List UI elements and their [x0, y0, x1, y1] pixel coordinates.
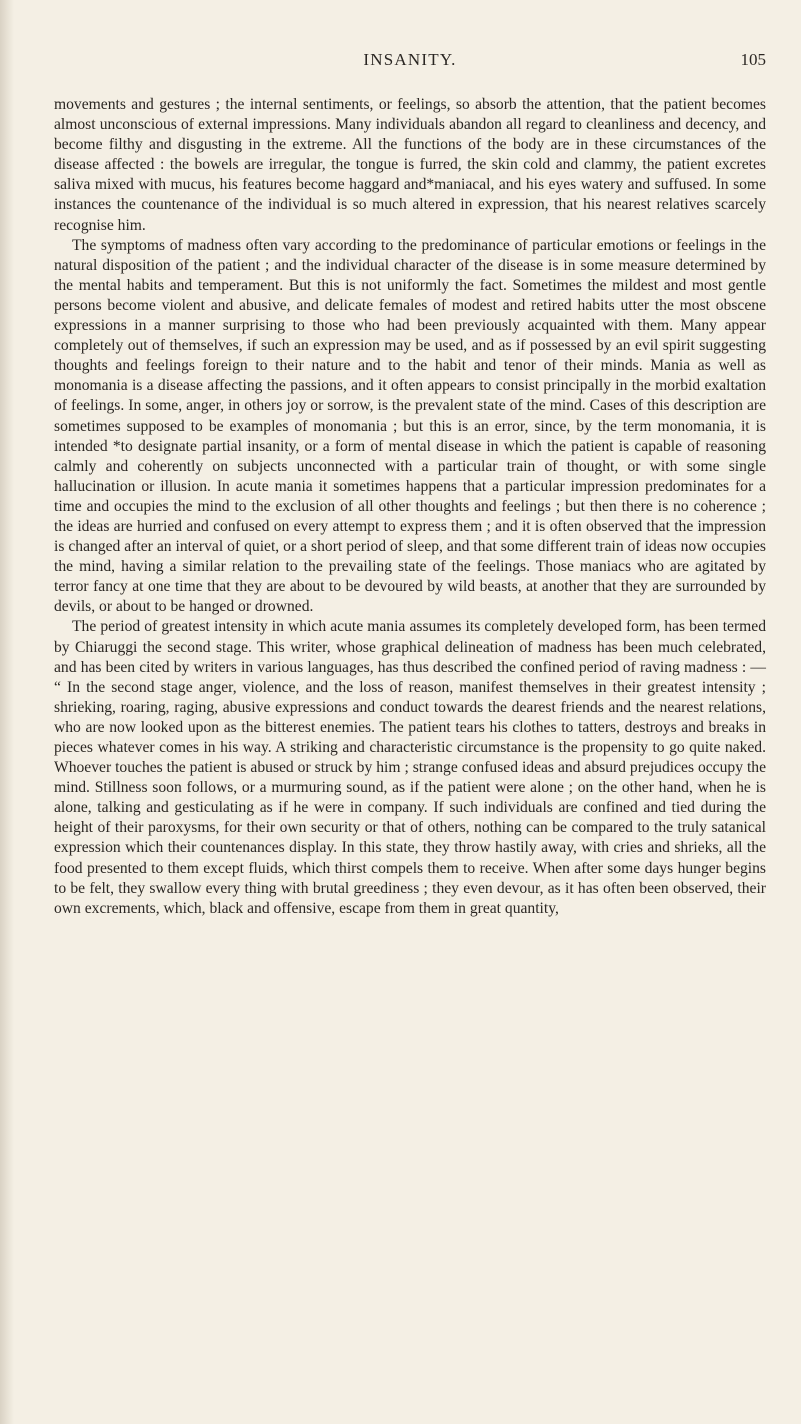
running-title: INSANITY.	[363, 50, 457, 69]
body-text	[54, 95, 766, 919]
page-header	[54, 50, 766, 80]
page-gutter-shadow	[0, 0, 14, 1424]
paragraph: movements and gestures ; the internal sentiments, or feelings, so absorb the attention, that the patient becomes almost unconscious of external impressions. Many individuals abandon all regard to cleanliness and decency, and become filthy and disgusting in the extreme. All the functions of the body are in these circumstances of the disease affected : the bowels are irregular, the tongue is furred, the skin cold and clammy, the patient excretes saliva mixed with mucus, his features become haggard and*maniacal, and his eyes watery and suffused. In some instances the countenance of the individual is so much altered in expression, that his nearest relatives scarcely recognise him.	[54, 96, 766, 234]
paragraph: The period of greatest intensity in which acute mania assumes its completely developed form, has been termed by Chiaruggi the second stage. This writer, whose graphical delineation of madness has been much celebrated, and has been cited by writers in various languages, has thus described the confined period of raving madness : — “ In the second stage anger, violence, and the loss of reason, manifest themselves in their greatest intensity ; shrieking, roaring, raging, abusive expressions and conduct towards the dearest friends and the nearest relations, who are now looked upon as the bitterest enemies. The patient tears his clothes to tatters, destroys and breaks in pieces whatever comes in his way. A striking and characteristic circumstance is the propensity to go quite naked. Whoever touches the patient is abused or struck by him ; strange confused ideas and absurd prejudices occupy the mind. Stillness soon follows, or a murmuring sound, as if the patient were alone ; on the other hand, when he is alone, talking and gesticulating as if he were in company. If such individuals are confined and tied during the height of their paroxysms, for their own security or that of others, nothing can be compared to the truly satanical expression which their countenances display. In this state, they throw hastily away, with cries and shrieks, all the food presented to them except fluids, which thirst compels them to receive. When after some days hunger begins to be felt, they swallow every thing with brutal greediness ; they even devour, as it has often been observed, their own excrements, which, black and offensive, escape from them in great quantity,	[54, 618, 766, 917]
paragraph: The symptoms of madness often vary according to the predominance of particular emotions or feelings in the natural disposition of the patient ; and the individual character of the disease is in some measure determined by the mental habits and temperament. But this is not uniformly the fact. Sometimes the mildest and most gentle persons become violent and abusive, and delicate females of modest and retired habits utter the most obscene expressions in a manner surprising to those who had been previously acquainted with them. Many appear completely out of themselves, if such an expression may be used, and as if possessed by an evil spirit suggesting thoughts and feelings foreign to their nature and to the habit and tenor of their minds. Mania as well as monomania is a disease affecting the passions, and it often appears to consist principally in the morbid exaltation of feelings. In some, anger, in others joy or sorrow, is the prevalent state of the mind. Cases of this description are sometimes supposed to be examples of monomania ; but this is an error, since, by the term monomania, it is intended *to designate partial insanity, or a form of mental disease in which the patient is capable of reasoning calmly and coherently on subjects unconnected with a particular train of thought, or with some single hallucination or illusion. In acute mania it sometimes happens that a particular impression predominates for a time and occupies the mind to the exclusion of all other thoughts and feelings ; but then there is no coherence ; the ideas are hurried and confused on every attempt to express them ; and it is often observed that the impression is changed after an interval of quiet, or a short period of sleep, and that some different train of ideas now occupies the mind, having a similar relation to the prevailing state of the feelings. Those maniacs who are agitated by terror fancy at one time that they are about to be devoured by wild beasts, at another that they are surrounded by devils, or about to be hanged or drowned.	[54, 236, 766, 616]
page-number: 105	[740, 50, 766, 69]
